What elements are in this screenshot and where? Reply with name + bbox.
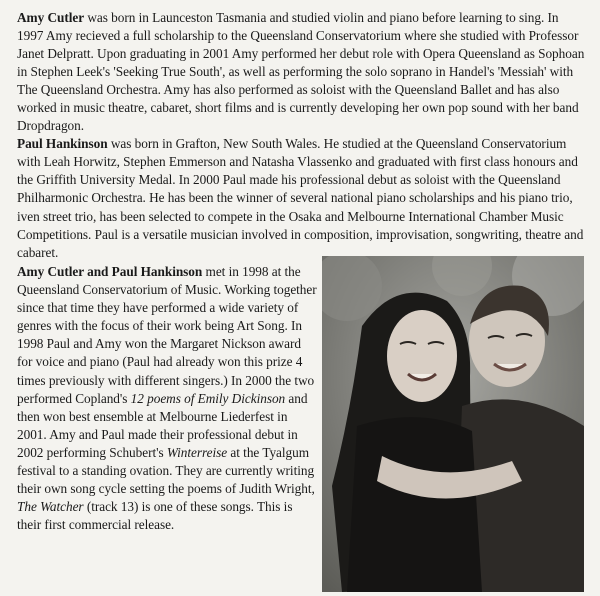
bio-paul-text: was born in Grafton, New South Wales. He studied at the Queensland Conservatorium with Leah Horwitz, Stephen Emmerson and Natasha Vlassenko and graduated with first class honours and the Griffith University Medal. In 2000 Paul made his professional debut as soloist with the Queensland Philharmonic Orchestra. He has been the winner of several national piano scholarships and his piano trio, iven street trio, has been selected to compete in the Osaka and Melbourne International Chamber Music Competitions. Paul is a versatile musician involved in composition, improvisation, songwriting, theatre and cabaret. xyxy=(17,136,584,260)
bio-amy-paragraph xyxy=(17,9,585,135)
duo-photo-illustration xyxy=(322,256,584,592)
duo-name: Amy Cutler and Paul Hankinson xyxy=(17,264,203,279)
duo-photo xyxy=(322,256,584,592)
duo-italic-1: 12 poems of Emily Dickinson xyxy=(130,390,286,406)
duo-italic-3: The Watcher xyxy=(17,499,84,515)
bio-paul-paragraph xyxy=(17,135,585,261)
duo-text-3: at the Tyalgum festival to a standing ovation. They are currently writing their own song cycle setting the poems of Judith Wright, xyxy=(17,444,315,497)
bio-amy-name: Amy Cutler xyxy=(17,10,85,25)
biography-section xyxy=(17,9,585,262)
duo-italic-2: Winterreise xyxy=(166,444,228,460)
duo-text-1: met in 1998 at the Queensland Conservatorium of Music. Working together since that time they have performed a wide variety of genres with the focus of their work being Art Song. In 1998 Paul and Amy won the Margaret Nickson award for voice and piano (Paul had already won this prize 4 times previously with different singers.) In 2000 the two performed Copland's xyxy=(17,264,317,406)
duo-text-4: (track 13) is one of these songs. This is their first commercial release. xyxy=(17,499,293,533)
bio-amy-text: was born in Launceston Tasmania and studied violin and piano before learning to sing. In 1997 Amy recieved a full scholarship to the Queensland Conservatorium where she studied with Professor Janet Delpratt. Upon graduating in 2001 Amy performed her debut role with Opera Queensland as Sophoan in Stephen Leek's 'Seeking True South', as well as performing the solo soprano in Handel's 'Messiah' with The Queensland Orchestra. Amy has also performed as soloist with the Queensland Ballet and has also worked in music theatre, cabaret, short films and is currently developing her own pop sound with her band Dropdragon. xyxy=(17,10,585,134)
duo-paragraph xyxy=(17,263,317,534)
bio-paul-name: Paul Hankinson xyxy=(17,136,108,152)
duo-text-2: and then won best ensemble at Melbourne Liederfest in 2001. Amy and Paul made their professional debut in 2002 performing Schubert's xyxy=(17,390,308,460)
duo-section xyxy=(17,263,317,534)
